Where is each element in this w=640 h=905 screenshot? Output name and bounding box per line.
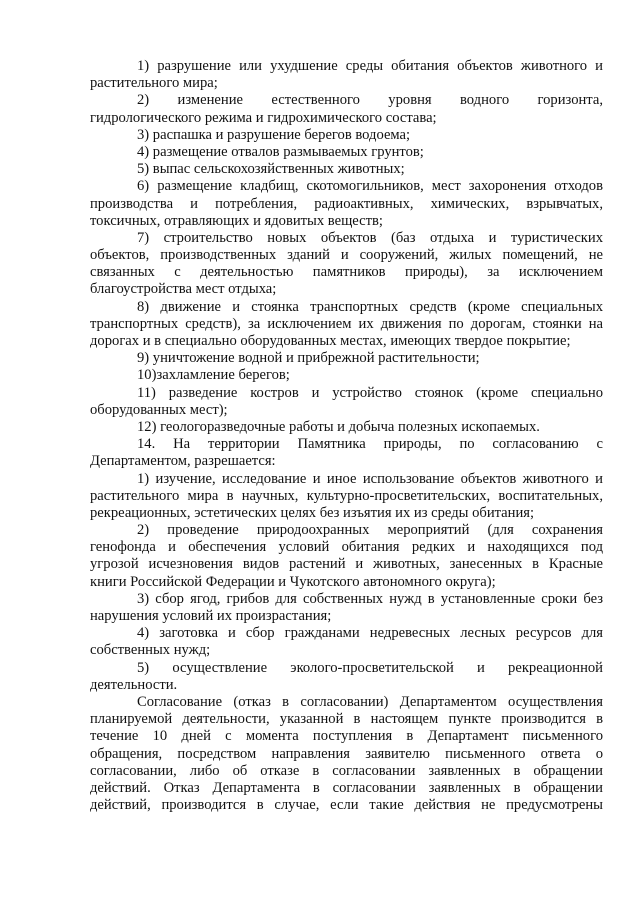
text-line: 12) геологоразведочные работы и добыча полезных ископаемых.: [137, 418, 540, 435]
text-line: растительного мира в научных, культурно-просветительских, воспитательных,: [90, 487, 603, 504]
text-line: производства и потребления, радиоактивных, химических, взрывчатых,: [90, 195, 603, 212]
text-line: деятельности.: [90, 676, 178, 693]
text-line: оборудованных мест);: [90, 401, 228, 418]
text-line: генофонда и обеспечения условий обитания редких и находящихся под: [90, 539, 603, 556]
text-line: обращения, посредством направления заявителю письменного ответа о: [90, 745, 603, 762]
text-line: 5) выпас сельскохозяйственных животных;: [137, 161, 405, 178]
text-line: 9) уничтожение водной и прибрежной растительности;: [137, 350, 480, 367]
text-line: растительного мира;: [90, 75, 218, 92]
text-line: 4) размещение отвалов размываемых грунтов;: [137, 143, 424, 160]
text-line: объектов, производственных зданий и сооружений, жилых помещений, не: [90, 247, 603, 264]
document-page: [90, 58, 603, 814]
text-line: токсичных, отравляющих и ядовитых веществ;: [90, 212, 383, 229]
text-line: 14. На территории Памятника природы, по согласованию с: [137, 436, 603, 453]
text-line: течение 10 дней с момента поступления в Департамент письменного: [90, 728, 603, 745]
text-line: 8) движение и стоянка транспортных средств (кроме специальных: [137, 298, 603, 315]
text-line: 7) строительство новых объектов (баз отдыха и туристических: [137, 229, 603, 246]
text-line: 4) заготовка и сбор гражданами недревесных лесных ресурсов для: [137, 625, 603, 642]
text-line: 6) размещение кладбищ, скотомогильников, мест захоронения отходов: [137, 178, 603, 195]
text-line: 3) сбор ягод, грибов для собственных нужд в установленные сроки без: [137, 590, 603, 607]
text-line: Департаментом, разрешается:: [90, 453, 276, 470]
text-line: 3) распашка и разрушение берегов водоема;: [137, 126, 411, 143]
text-line: собственных нужд;: [90, 642, 211, 659]
text-line: планируемой деятельности, указанной в настоящем пункте производится в: [90, 711, 603, 728]
text-line: 2) проведение природоохранных мероприятий (для сохранения: [137, 522, 603, 539]
text-line: согласовании, либо об отказе в согласовании заявленных в обращении: [90, 762, 603, 779]
text-line: книги Российской Федерации и Чукотского автономного округа);: [90, 573, 496, 590]
text-line: 2) изменение естественного уровня водного горизонта,: [137, 92, 603, 109]
text-line: 5) осуществление эколого-просветительской и рекреационной: [137, 659, 603, 676]
text-line: связанных с деятельностью памятников природы), за исключением: [90, 264, 603, 281]
text-line: 1) разрушение или ухудшение среды обитания объектов животного и: [137, 58, 603, 74]
text-line: 10)захламление берегов;: [137, 367, 290, 384]
text-line: угрозой исчезновения видов растений и животных, занесенных в Красные: [90, 556, 603, 573]
text-line: транспортных средств), за исключением их движения по дорогам, стоянки на: [90, 315, 603, 332]
text-line: рекреационных, эстетических целях без изъятия их из среды обитания;: [90, 504, 535, 521]
text-line: гидрологического режима и гидрохимического состава;: [90, 109, 437, 126]
text-line: действий. Отказ Департамента в согласовании заявленных в обращении: [90, 779, 603, 796]
text-line: Согласование (отказ в согласовании) Департаментом осуществления: [137, 693, 603, 710]
text-line: нарушения условий их произрастания;: [90, 608, 332, 624]
text-line: благоустройства мест отдыха;: [90, 281, 277, 298]
text-line: 1) изучение, исследование и иное использование объектов животного и: [137, 470, 603, 487]
text-line: дорогах и в специально оборудованных местах, имеющих твердое покрытие;: [90, 333, 571, 349]
text-line: 11) разведение костров и устройство стоянок (кроме специально: [137, 384, 603, 401]
text-line: действий, производится в случае, если такие действия не предусмотрены: [90, 797, 603, 814]
